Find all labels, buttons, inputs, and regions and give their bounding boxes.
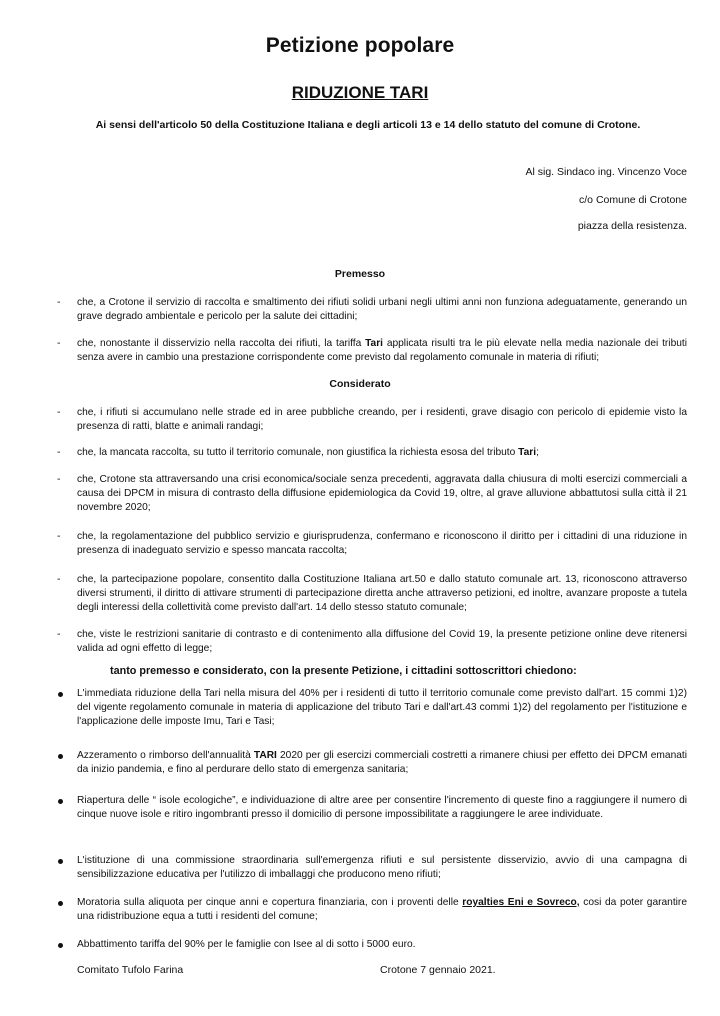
recipient-line-1: Al sig. Sindaco ing. Vincenzo Voce xyxy=(525,166,687,178)
bullet-marker xyxy=(58,859,63,864)
request-item: L'istituzione di una commissione straordinaria sull'emergenza rifiuti e sul persistente disservizio, avvio di una campagna di sensibilizzazione educativa per l'utilizzo di imballaggi che producono meno rifiuti; xyxy=(77,855,687,880)
request-item: Riapertura delle “ isole ecologiche”, e individuazione di altre aree per consentire l'incremento di queste fino a raggiungere il numero di cinque nuove isole e ritiro ingombranti presso il domicilio di persone impossibilitate a raggiungere le aree individuate. xyxy=(77,795,687,820)
committee-signature: Comitato Tufolo Farina xyxy=(77,964,184,976)
tari-bold: Tari xyxy=(518,447,537,458)
considerato-item: che, la regolamentazione del pubblico servizio e giurisprudenza, confermano e riconoscono il diritto per i cittadini di una riduzione in presenza di inadeguato servizio e spesso mancata raccolta; xyxy=(77,531,687,556)
bullet-marker xyxy=(58,943,63,948)
item-text: che, nonostante il disservizio nella raccolta dei rifiuti, la tariffa xyxy=(77,338,366,349)
dash-marker: - xyxy=(57,446,61,458)
premesso-item xyxy=(77,337,687,365)
premesso-item: che, a Crotone il servizio di raccolta e smaltimento dei rifiuti solidi urbani negli ultimi anni non funziona adeguatamente, generando un grave degrado ambientale e pericolo per la salute dei cittadini; xyxy=(77,297,687,322)
item-text: Azzeramento o rimborso dell'annualità xyxy=(77,750,254,761)
document-subtitle: RIDUZIONE TARI xyxy=(291,83,429,102)
dash-marker: - xyxy=(57,296,61,308)
legal-basis-line: Ai sensi dell'articolo 50 della Costituzione Italiana e degli articoli 13 e 14 dello statuto del comune di Crotone. xyxy=(95,119,641,131)
item-text: ; xyxy=(536,447,539,458)
considerato-heading: Considerato xyxy=(329,378,391,390)
item-text: Moratoria sulla aliquota per cinque anni e copertura finanziaria, con i proventi delle xyxy=(77,897,463,908)
considerato-item: che, la partecipazione popolare, consentito dalla Costituzione Italiana art.50 e dallo statuto comunale art. 13, riconoscono attraverso diversi strumenti, il diritto di attivare strumenti di partecipazione diretta anche attraverso petizioni, ed inoltre, avanzare proposte a tutela degli interessi della collettività come previsto dall'art. 14 dello stesso statuto comunale; xyxy=(77,574,687,613)
dash-marker: - xyxy=(57,473,61,485)
tari-bold: Tari xyxy=(365,338,384,349)
request-item: Abbattimento tariffa del 90% per le famiglie con Isee al di sotto i 5000 euro. xyxy=(77,939,416,950)
dash-marker: - xyxy=(57,337,61,349)
considerato-item: che, viste le restrizioni sanitarie di contrasto e di contenimento alla diffusione del Covid 19, la presente petizione online deve ritenersi valida ad ogni effetto di legge; xyxy=(77,629,687,654)
considerato-item: che, Crotone sta attraversando una crisi economica/sociale senza precedenti, aggravata dalla chiusura di molti esercizi commerciali a causa dei DPCM in misura di contrasto della diffusione epidemiologica da Covid 19, oltre, al grave alluvione abbattutosi sulla città il 21 novembre 2020; xyxy=(77,474,687,513)
requests-intro: tanto premesso e considerato, con la presente Petizione, i cittadini sottoscrittori chiedono: xyxy=(110,665,577,677)
item-text: che, la mancata raccolta, su tutto il territorio comunale, non giustifica la richiesta esosa del tributo xyxy=(77,447,519,458)
dash-marker: - xyxy=(57,406,61,418)
dash-marker: - xyxy=(57,628,61,640)
royalties-underlined: royalties Eni e Sovreco, xyxy=(462,897,580,908)
premesso-heading: Premesso xyxy=(334,268,386,280)
considerato-item: che, i rifiuti si accumulano nelle strade ed in aree pubbliche creando, per i residenti, grave disagio con pericolo di epidemie visto la presenza di ratti, blatte e animali randagi; xyxy=(77,407,687,432)
considerato-item xyxy=(77,446,687,460)
bullet-marker xyxy=(58,901,63,906)
recipient-line-2: c/o Comune di Crotone xyxy=(579,194,687,206)
request-item xyxy=(77,896,687,924)
document-title: Petizione popolare xyxy=(265,34,455,57)
item-text: 2020 per gli esercizi commerciali costretti a rimanere chiusi per effetto dei DPCM emanati da inizio pandemia, e fino al perdurare dello stato di emergenza sanitaria; xyxy=(77,750,687,775)
bullet-marker xyxy=(58,799,63,804)
recipient-line-3: piazza della resistenza. xyxy=(577,220,687,232)
place-date: Crotone 7 gennaio 2021. xyxy=(380,964,496,976)
tari-bold: TARI xyxy=(253,750,277,761)
item-text: applicata risulti tra le più elevate nella media nazionale dei tributi senza avere in cambio una prestazione corrispondente come previsto dal regolamento comunale in materia di rifiuti; xyxy=(77,338,687,363)
dash-marker: - xyxy=(57,573,61,585)
bullet-marker xyxy=(58,692,63,697)
bullet-marker xyxy=(58,754,63,759)
request-item: L'immediata riduzione della Tari nella misura del 40% per i residenti di tutto il territorio comunale come previsto dall'art. 15 commi 1)2) del vigente regolamento comunale in materia di applicazione del tributo Tari e dall'art.43 commi 1)2) del regolamento per l'istituzione e l'applicazione delle imposte Imu, Tari e Tasi; xyxy=(77,688,687,727)
dash-marker: - xyxy=(57,530,61,542)
item-text: cosi da poter garantire una ridistribuzione equa a tutti i residenti del comune; xyxy=(77,897,687,922)
request-item xyxy=(77,749,687,777)
